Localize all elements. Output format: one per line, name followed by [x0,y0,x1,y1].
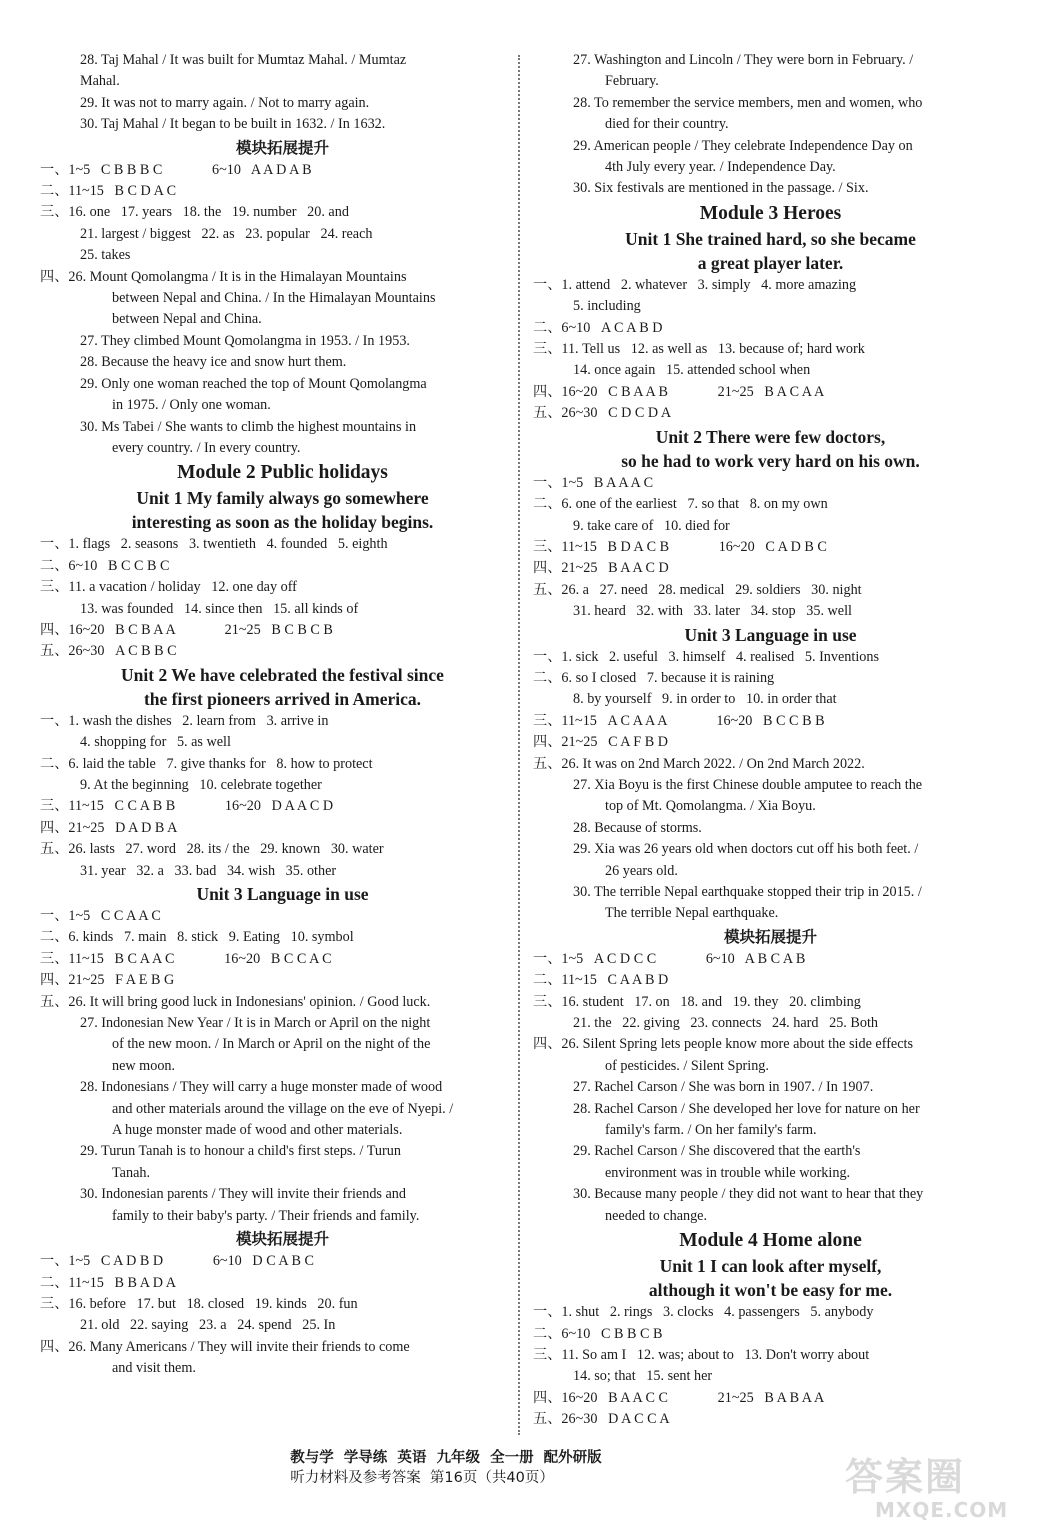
unit-heading: interesting as soon as the holiday begins. [131,512,434,533]
answer-line: 二、6~10 B C C B C [40,557,170,574]
module-heading: Module 2 Public holidays [177,462,388,484]
answer-line: 21. the 22. giving 23. connects 24. hard 25. Both [573,1015,878,1032]
right-column [533,50,1008,1431]
answer-line: 四、16~20 B C B A A 21~25 B C B C B [40,621,333,638]
answer-line: 27. Rachel Carson / She was born in 1907. / In 1907. [573,1079,874,1096]
answer-line: 三、11. Tell us 12. as well as 13. because of; hard work [533,341,865,358]
answer-line: 一、1. flags 2. seasons 3. twentieth 4. founded 5. eighth [40,536,388,553]
page-info: 听力材料及参考答案 第16页（共40页） [290,1470,554,1486]
answer-line: died for their country. [605,116,729,133]
answer-line: 一、1~5 A C D C C 6~10 A B C A B [533,950,806,967]
answer-line: of the new moon. / In March or April on the night of the [112,1036,431,1053]
answer-line: 14. once again 15. attended school when [573,362,811,379]
answer-line: 28. Taj Mahal / It was built for Mumtaz Mahal. / Mumtaz [80,52,407,68]
unit-heading: Unit 2 We have celebrated the festival since [121,664,444,685]
answer-line: 二、6~10 C B B C B [533,1325,663,1342]
answer-line: 25. takes [80,247,131,264]
answer-line: 五、26. It will bring good luck in Indonesians' opinion. / Good luck. [40,993,431,1010]
answer-line: 三、11~15 A C A A A 16~20 B C C B B [533,712,825,729]
unit-heading: Unit 3 Language in use [196,884,369,904]
answer-line: and visit them. [112,1360,196,1377]
answer-line: 五、26~30 A C B B C [40,643,177,660]
answer-line: 28. To remember the service members, men and women, who [573,94,923,111]
answer-line: 二、6. laid the table 7. give thanks for 8. how to protect [40,755,373,772]
answer-line: 一、1~5 C C A A C [40,908,161,924]
answer-line: 30. Ms Tabei / She wants to climb the highest mountains in [80,418,417,435]
answer-line: 30. Taj Mahal / It began to be built in 1632. / In 1632. [80,116,386,133]
unit-heading: Unit 2 There were few doctors, [655,426,886,447]
watermark-url: MXQE.COM [875,1498,1009,1522]
answer-line: 28. Because of storms. [573,819,702,836]
answer-line: 三、11~15 B C A A C 16~20 B C C A C [40,950,332,967]
answer-line: 一、1~5 C A D B D 6~10 D C A B C [40,1253,314,1270]
answer-line: Tanah. [112,1164,151,1181]
unit-heading: Unit 1 She trained hard, so she became [625,228,916,249]
answer-line: 31. heard 32. with 33. later 34. stop 35. well [573,603,852,620]
answer-line: 五、26~30 C D C D A [533,405,672,422]
answer-line: 三、11~15 B D A C B 16~20 C A D B C [533,538,827,555]
answer-line: 28. Rachel Carson / She developed her love for nature on her [573,1100,920,1117]
answer-line: new moon. [112,1057,176,1074]
answer-line: 29. Turun Tanah is to honour a child's first steps. / Turun [80,1143,401,1160]
answer-line: 三、11. So am I 12. was; about to 13. Don't worry about [533,1346,870,1363]
answer-line: of pesticides. / Silent Spring. [605,1057,769,1074]
answer-line: 一、1. wash the dishes 2. learn from 3. arrive in [40,712,329,729]
answer-line: 二、11~15 B C D A C [40,183,177,200]
answer-line: The terrible Nepal earthquake. [605,905,779,922]
answer-line: every country. / In every country. [112,439,301,456]
answer-line: 二、11~15 B B A D A [40,1274,177,1291]
answer-line: 三、16. student 17. on 18. and 19. they 20. climbing [533,993,861,1010]
unit-heading: although it won't be easy for me. [648,1280,893,1301]
answer-line: 四、26. Mount Qomolangma / It is in the Himalayan Mountains [40,268,407,285]
unit-heading: so he had to work very hard on his own. [621,450,920,471]
answer-line: 4. shopping for 5. as well [80,734,231,751]
answer-line: 三、11. a vacation / holiday 12. one day off [40,579,297,596]
answer-line: 4th July every year. / Independence Day. [605,159,836,176]
answer-line: 一、1. sick 2. useful 3. himself 4. realised 5. Inventions [533,648,879,665]
answer-line: 二、6. one of the earliest 7. so that 8. on my own [533,496,828,513]
answer-line: 8. by yourself 9. in order to 10. in order that [573,691,837,708]
answer-line: 9. take care of 10. died for [573,517,730,534]
answer-line: 9. At the beginning 10. celebrate together [80,776,322,793]
answer-line: A huge monster made of wood and other materials. [112,1122,403,1139]
answer-line: 30. Because many people / they did not want to hear that they [573,1186,924,1203]
answer-line: Mahal. [80,73,120,90]
answer-line: 28. Because the heavy ice and snow hurt them. [80,354,347,371]
answer-line: 二、6~10 A C A B D [533,319,663,336]
module-heading: Module 4 Home alone [679,1230,862,1252]
unit-heading: Unit 1 My family always go somewhere [136,488,429,509]
answer-line: 四、21~25 F A E B G [40,972,175,989]
answer-line: 二、11~15 C A A B D [533,972,669,989]
answer-line: 30. Six festivals are mentioned in the passage. / Six. [573,180,869,197]
answer-line: 四、21~25 D A D B A [40,819,178,836]
answer-line: 27. Washington and Lincoln / They were born in February. / [573,52,914,68]
answer-line: needed to change. [605,1207,708,1224]
answer-line: 29. Only one woman reached the top of Mount Qomolangma [80,375,427,392]
answer-line: 一、1. shut 2. rings 3. clocks 4. passengers 5. anybody [533,1304,874,1321]
answer-line: 二、6. kinds 7. main 8. stick 9. Eating 10. symbol [40,929,354,946]
answer-line: in 1975. / Only one woman. [112,397,271,414]
answer-line: 21. largest / biggest 22. as 23. popular 24. reach [80,225,373,242]
watermark-logo [845,1455,1015,1530]
answer-line: 26 years old. [605,862,678,879]
answer-line: between Nepal and China. / In the Himalayan Mountains [112,290,436,307]
answer-line: 5. including [573,298,641,315]
answer-line: February. [605,73,659,90]
book-title: 教与学 学导练 英语 九年级 全一册 配外研版 [290,1450,602,1466]
answer-line: 一、1. attend 2. whatever 3. simply 4. more amazing [533,276,857,293]
left-column [40,50,525,1380]
section-heading: 模块拓展提升 [235,1230,329,1249]
answer-line: 五、26. a 27. need 28. medical 29. soldiers 30. night [533,581,862,598]
answer-line: 四、26. Many Americans / They will invite their friends to come [40,1338,410,1355]
answer-line: environment was in trouble while working. [605,1164,851,1181]
answer-line: 27. They climbed Mount Qomolangma in 1953. / In 1953. [80,332,410,349]
answer-line: 五、26. It was on 2nd March 2022. / On 2nd March 2022. [533,755,865,772]
answer-line: 三、11~15 C C A B B 16~20 D A A C D [40,798,334,815]
answer-line: 四、16~20 C B A A B 21~25 B A C A A [533,383,825,400]
answer-line: 28. Indonesians / They will carry a huge monster made of wood [80,1079,443,1096]
answer-line: 一、1~5 C B B B C 6~10 A A D A B [40,161,312,178]
column-divider [518,55,520,1435]
answer-line: 27. Indonesian New Year / It is in March or April on the night [80,1015,431,1032]
answer-line: 五、26~30 D A C C A [533,1411,670,1428]
answer-line: 13. was founded 14. since then 15. all kinds of [80,600,359,617]
answer-line: 29. Xia was 26 years old when doctors cut off his both feet. / [573,841,919,858]
answer-line: 二、6. so I closed 7. because it is raining [533,669,775,686]
answer-line: 一、1~5 B A A A C [533,474,654,491]
answer-line: family's farm. / On her family's farm. [605,1122,817,1139]
answer-line: 四、16~20 B A A C C 21~25 B A B A A [533,1389,825,1406]
answer-line: top of Mt. Qomolangma. / Xia Boyu. [605,798,816,815]
answer-line: 29. American people / They celebrate Independence Day on [573,137,913,154]
answer-line: 31. year 32. a 33. bad 34. wish 35. other [80,862,337,879]
answer-line: 五、26. lasts 27. word 28. its / the 29. known 30. water [40,841,384,858]
answer-line: 30. Indonesian parents / They will invite their friends and [80,1186,406,1203]
answer-line: 30. The terrible Nepal earthquake stopped their trip in 2015. / [573,884,922,900]
section-heading: 模块拓展提升 [235,138,329,157]
answer-line: family to their baby's party. / Their friends and family. [112,1207,420,1224]
answer-line: 四、26. Silent Spring lets people know more about the side effects [533,1036,913,1053]
answer-line: between Nepal and China. [112,311,262,328]
section-heading: 模块拓展提升 [723,927,817,946]
unit-heading: Unit 3 Language in use [684,624,857,645]
answer-line: 29. It was not to marry again. / Not to marry again. [80,94,370,111]
answer-line: 四、21~25 B A A C D [533,560,669,577]
answer-line: 三、16. before 17. but 18. closed 19. kinds 20. fun [40,1295,358,1312]
answer-line: and other materials around the village on the eve of Nyepi. / [112,1100,454,1117]
answer-line: 四、21~25 C A F B D [533,734,668,751]
unit-heading: a great player later. [697,252,844,273]
module-heading: Module 3 Heroes [699,202,842,224]
answer-line: 27. Xia Boyu is the first Chinese double amputee to reach the [573,776,923,793]
watermark-text: 答案圈 [845,1455,966,1499]
answer-line: 三、16. one 17. years 18. the 19. number 20. and [40,204,349,221]
unit-heading: Unit 1 I can look after myself, [659,1256,882,1277]
answer-line: 21. old 22. saying 23. a 24. spend 25. In [80,1317,336,1334]
answer-line: 14. so; that 15. sent her [573,1368,713,1385]
page-footer [270,1428,925,1508]
unit-heading: the first pioneers arrived in America. [143,688,422,709]
answer-line: 29. Rachel Carson / She discovered that the earth's [573,1143,861,1160]
